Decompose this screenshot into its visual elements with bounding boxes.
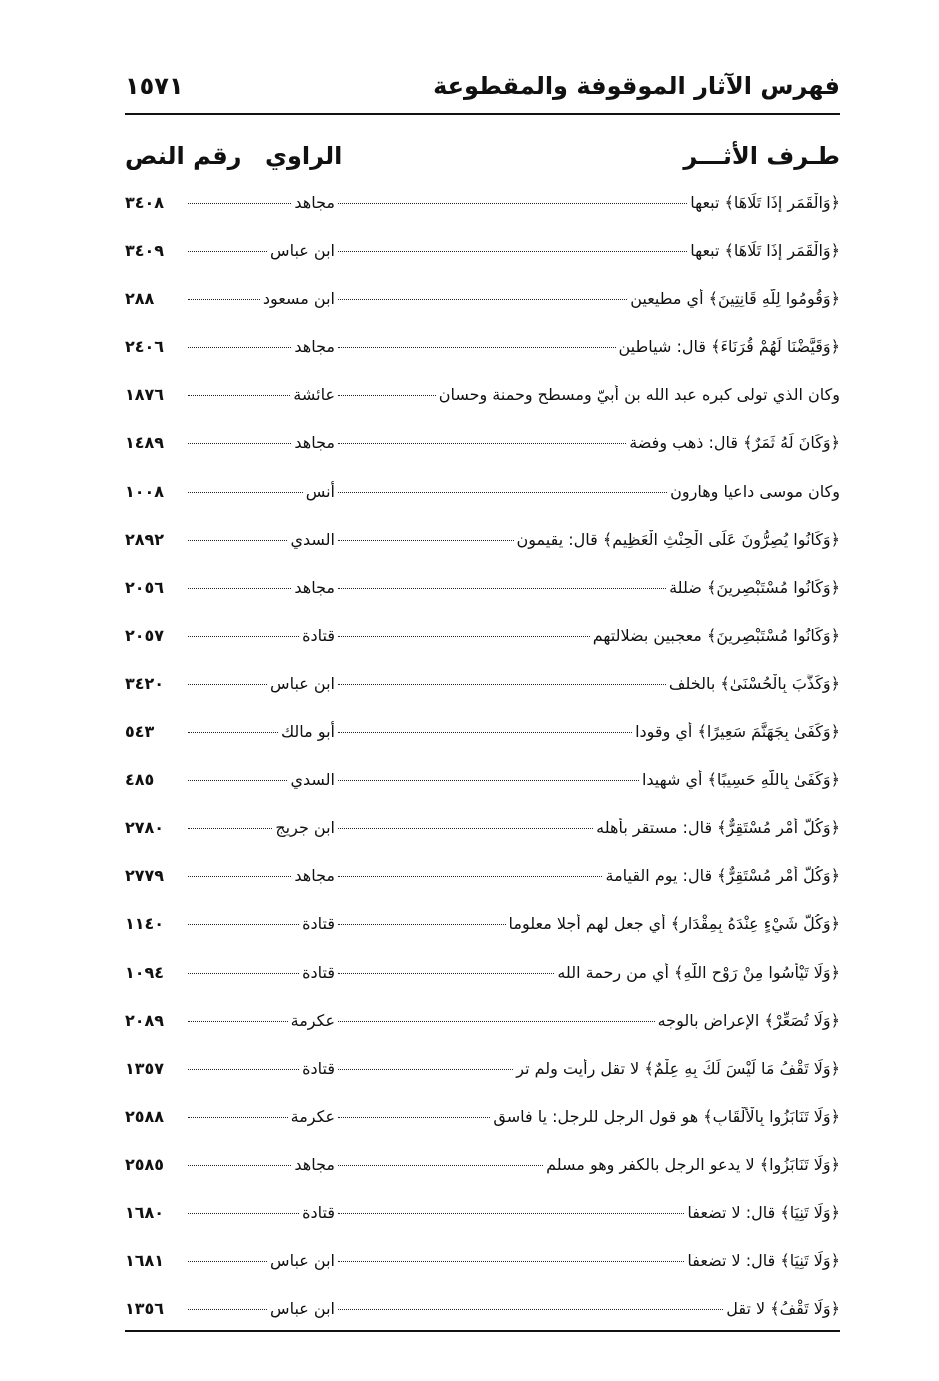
narrator-cell — [185, 1299, 335, 1318]
dot-leader — [338, 875, 602, 877]
narrator-cell — [185, 626, 335, 645]
athar-text: ﴿وَالْقَمَرِ إِذَا تَلَاهَا﴾ تبعها — [690, 241, 840, 261]
index-entry — [125, 906, 840, 954]
dot-leader — [188, 539, 287, 541]
narrator-cell — [185, 337, 335, 356]
index-entry — [125, 618, 840, 666]
athar-text: ﴿وَقَيَّضْنَا لَهُمْ قُرَنَاءَ﴾ قال: شياطين — [618, 337, 840, 357]
index-entry — [125, 281, 840, 329]
athar-cell — [335, 289, 840, 308]
text-number: ٢٥٨٥ — [125, 1154, 165, 1174]
dot-leader — [188, 346, 291, 348]
index-entry — [125, 666, 840, 714]
dot-leader — [188, 1020, 288, 1022]
dot-leader — [188, 1116, 288, 1118]
athar-cell — [335, 530, 840, 549]
narrator-name: مجاهد — [294, 866, 335, 886]
narrator-name: ابن عباس — [270, 1251, 335, 1271]
text-number: ٢٨٩٢ — [125, 529, 165, 549]
narrator-cell — [185, 674, 335, 693]
dot-leader — [188, 1164, 291, 1166]
athar-cell — [335, 626, 840, 645]
dot-leader — [188, 731, 278, 733]
athar-text: ﴿وَلَا تَيْأَسُوا مِنْ رَوْحِ اللَّهِ﴾ أي من رحمة الله — [557, 962, 840, 982]
athar-cell — [335, 963, 840, 982]
text-number: ٤٨٥ — [125, 770, 155, 790]
athar-text: وكان موسى داعيا وهارون — [670, 481, 840, 501]
dot-leader — [338, 1212, 684, 1214]
dot-leader — [188, 250, 267, 252]
narrator-name: قتادة — [302, 962, 335, 982]
athar-cell — [335, 866, 840, 885]
text-number: ١٣٥٦ — [125, 1299, 165, 1319]
text-number: ١٨٧٦ — [125, 385, 165, 405]
dot-leader — [338, 442, 626, 444]
narrator-cell — [185, 482, 335, 501]
narrator-cell — [185, 1107, 335, 1126]
index-entry — [125, 810, 840, 858]
narrator-column-heading: الراوي — [265, 142, 343, 170]
narrator-name: السدي — [290, 770, 335, 790]
athar-cell — [335, 578, 840, 597]
text-number: ٢٤٠٦ — [125, 337, 165, 357]
athar-text: ﴿وَكُلُّ شَيْءٍ عِنْدَهُ بِمِقْدَارٍ﴾ أي جعل لهم أجلا معلوما — [508, 914, 840, 934]
narrator-name: ابن عباس — [270, 673, 335, 693]
text-number: ١٦٨٠ — [125, 1202, 165, 1222]
athar-cell — [335, 722, 840, 741]
narrator-cell — [185, 914, 335, 933]
footer-divider — [125, 1330, 840, 1332]
index-entry — [125, 474, 840, 522]
text-number: ٢٥٨٨ — [125, 1106, 165, 1126]
narrator-name: قتادة — [302, 1058, 335, 1078]
athar-text: ﴿وَكَذَّبَ بِالْحُسْنَىٰ﴾ بالخلف — [668, 673, 840, 693]
dot-leader — [338, 1020, 655, 1022]
narrator-cell — [185, 1251, 335, 1270]
athar-text: ﴿وَلَا تَقْفُ مَا لَيْسَ لَكَ بِهِ عِلْمٌ﴾ لا تقل رأيت ولم تر — [516, 1058, 840, 1078]
athar-cell — [335, 818, 840, 837]
dot-leader — [338, 827, 593, 829]
narrator-cell — [185, 963, 335, 982]
dot-leader — [338, 250, 687, 252]
index-entry — [125, 1099, 840, 1147]
athar-text: ﴿وَقُومُوا لِلَّهِ قَانِتِينَ﴾ أي مطيعين — [630, 289, 840, 309]
index-entries — [125, 185, 840, 1339]
running-header — [125, 72, 840, 112]
index-entry — [125, 1003, 840, 1051]
athar-cell — [335, 770, 840, 789]
dot-leader — [338, 539, 514, 541]
athar-cell — [335, 337, 840, 356]
athar-cell — [335, 914, 840, 933]
narrator-name: ابن جريج — [275, 818, 335, 838]
narrator-name: مجاهد — [294, 577, 335, 597]
athar-cell — [335, 1011, 840, 1030]
dot-leader — [188, 202, 291, 204]
athar-cell — [335, 1251, 840, 1270]
index-entry — [125, 425, 840, 473]
narrator-name: مجاهد — [294, 1154, 335, 1174]
athar-cell — [335, 1299, 840, 1318]
index-entry — [125, 1243, 840, 1291]
narrator-cell — [185, 193, 335, 212]
narrator-cell — [185, 578, 335, 597]
text-number: ٢٠٥٧ — [125, 625, 165, 645]
text-number: ١٣٥٧ — [125, 1058, 165, 1078]
dot-leader — [188, 1212, 299, 1214]
athar-text: ﴿وَكَفَىٰ بِاللَّهِ حَسِيبًا﴾ أي شهيدا — [641, 770, 840, 790]
index-entry — [125, 522, 840, 570]
athar-cell — [335, 1107, 840, 1126]
dot-leader — [338, 394, 436, 396]
narrator-name: عكرمة — [290, 1106, 335, 1126]
dot-leader — [188, 442, 291, 444]
index-entry — [125, 955, 840, 1003]
narrator-name: أبو مالك — [280, 722, 335, 742]
page-number: ١٥٧١ — [125, 72, 184, 100]
dot-leader — [188, 491, 303, 493]
athar-text: ﴿وَكَانَ لَهُ ثَمَرٌ﴾ قال: ذهب وفضة — [629, 433, 840, 453]
athar-cell — [335, 482, 840, 501]
dot-leader — [338, 1068, 513, 1070]
text-number: ١٠٠٨ — [125, 481, 165, 501]
athar-cell — [335, 241, 840, 260]
dot-leader — [188, 683, 267, 685]
index-entry — [125, 329, 840, 377]
narrator-name: أنس — [305, 481, 335, 501]
index-entry — [125, 762, 840, 810]
narrator-cell — [185, 1203, 335, 1222]
narrator-cell — [185, 289, 335, 308]
narrator-name: قتادة — [302, 625, 335, 645]
text-number: ٢٠٥٦ — [125, 577, 165, 597]
dot-leader — [338, 346, 616, 348]
text-number: ١٤٨٩ — [125, 433, 165, 453]
athar-cell — [335, 433, 840, 452]
athar-text: ﴿وَكُلُّ أَمْرٍ مُسْتَقِرٌّ﴾ قال: مستقر بأهله — [596, 818, 840, 838]
athar-text: ﴿وَلَا تَنَابَزُوا بِالْأَلْقَابِ﴾ هو قول الرجل للرجل: يا فاسق — [493, 1106, 840, 1126]
narrator-cell — [185, 818, 335, 837]
dot-leader — [338, 683, 666, 685]
text-number: ٣٤٢٠ — [125, 673, 165, 693]
index-entry — [125, 1291, 840, 1339]
index-entry — [125, 1147, 840, 1195]
narrator-cell — [185, 1011, 335, 1030]
athar-text: ﴿وَالْقَمَرِ إِذَا تَلَاهَا﴾ تبعها — [690, 193, 840, 212]
dot-leader — [188, 298, 260, 300]
text-number: ٣٤٠٩ — [125, 241, 165, 261]
index-entry — [125, 377, 840, 425]
dot-leader — [188, 1260, 267, 1262]
athar-column-heading: طـرف الأثـــر — [683, 142, 840, 170]
dot-leader — [188, 972, 299, 974]
dot-leader — [338, 587, 666, 589]
text-number-column-heading: رقم النص — [125, 142, 242, 170]
athar-text: ﴿وَكَفَىٰ بِجَهَنَّمَ سَعِيرًا﴾ أي وقودا — [635, 722, 840, 742]
narrator-cell — [185, 241, 335, 260]
text-number: ١١٤٠ — [125, 914, 165, 934]
dot-leader — [188, 635, 299, 637]
athar-cell — [335, 1155, 840, 1174]
header-divider — [125, 113, 840, 115]
text-number: ١٦٨١ — [125, 1251, 165, 1271]
narrator-cell — [185, 1059, 335, 1078]
narrator-cell — [185, 385, 335, 404]
dot-leader — [338, 731, 632, 733]
athar-text: ﴿وَلَا تَنَابَزُوا﴾ لا يدعو الرجل بالكفر وهو مسلم — [546, 1154, 840, 1174]
dot-leader — [188, 923, 299, 925]
column-headings — [125, 142, 840, 182]
text-number: ٥٤٣ — [125, 722, 155, 742]
index-entry — [125, 714, 840, 762]
athar-text: ﴿وَلَا تَنِيَا﴾ قال: لا تضعفا — [687, 1251, 840, 1271]
dot-leader — [338, 635, 590, 637]
dot-leader — [338, 1164, 543, 1166]
athar-text: وكان الذي تولى كبره عبد الله بن أبيّ ومسطح وحمنة وحسان — [438, 385, 840, 405]
dot-leader — [188, 779, 287, 781]
narrator-name: عكرمة — [290, 1010, 335, 1030]
athar-cell — [335, 1059, 840, 1078]
dot-leader — [338, 1260, 684, 1262]
narrator-name: ابن عباس — [270, 241, 335, 261]
dot-leader — [338, 1116, 490, 1118]
dot-leader — [188, 827, 272, 829]
dot-leader — [338, 779, 639, 781]
text-number: ٢٨٨ — [125, 289, 155, 309]
narrator-cell — [185, 433, 335, 452]
narrator-name: قتادة — [302, 914, 335, 934]
narrator-name: مجاهد — [294, 193, 335, 212]
dot-leader — [338, 972, 554, 974]
text-number: ٢٧٧٩ — [125, 866, 165, 886]
dot-leader — [188, 875, 291, 877]
narrator-name: قتادة — [302, 1202, 335, 1222]
narrator-name: مجاهد — [294, 433, 335, 453]
athar-text: ﴿وَكَانُوا يُصِرُّونَ عَلَى الْحِنْثِ الْعَظِيمِ﴾ قال: يقيمون — [516, 529, 840, 549]
index-entry — [125, 570, 840, 618]
narrator-cell — [185, 770, 335, 789]
athar-text: ﴿وَكُلُّ أَمْرٍ مُسْتَقِرٌّ﴾ قال: يوم القيامة — [605, 866, 840, 886]
text-number: ٢٠٨٩ — [125, 1010, 165, 1030]
narrator-name: ابن عباس — [270, 1299, 335, 1319]
dot-leader — [338, 202, 687, 204]
index-entry — [125, 185, 840, 233]
dot-leader — [338, 923, 506, 925]
narrator-name: عائشة — [293, 385, 335, 405]
athar-text: ﴿وَلَا تَنِيَا﴾ قال: لا تضعفا — [687, 1202, 840, 1222]
athar-cell — [335, 1203, 840, 1222]
narrator-cell — [185, 866, 335, 885]
athar-text: ﴿وَلَا تَقْفُ﴾ لا تقل — [726, 1299, 840, 1319]
text-number: ١٠٩٤ — [125, 962, 165, 982]
dot-leader — [188, 1308, 267, 1310]
narrator-cell — [185, 722, 335, 741]
index-entry — [125, 233, 840, 281]
athar-text: ﴿وَكَانُوا مُسْتَبْصِرِينَ﴾ ضللة — [669, 577, 840, 597]
narrator-cell — [185, 530, 335, 549]
athar-cell — [335, 674, 840, 693]
dot-leader — [188, 394, 290, 396]
text-number: ٢٧٨٠ — [125, 818, 165, 838]
index-entry — [125, 1195, 840, 1243]
running-title: فهرس الآثار الموقوفة والمقطوعة — [433, 72, 840, 100]
narrator-cell — [185, 1155, 335, 1174]
dot-leader — [188, 1068, 299, 1070]
narrator-name: مجاهد — [294, 337, 335, 357]
dot-leader — [188, 587, 291, 589]
narrator-name: ابن مسعود — [262, 289, 335, 309]
athar-text: ﴿وَكَانُوا مُسْتَبْصِرِينَ﴾ معجبين بضلالتهم — [592, 625, 840, 645]
dot-leader — [338, 1308, 723, 1310]
dot-leader — [338, 491, 667, 493]
athar-cell — [335, 193, 840, 212]
text-number: ٣٤٠٨ — [125, 193, 165, 212]
index-entry — [125, 858, 840, 906]
dot-leader — [338, 298, 627, 300]
narrator-name: السدي — [290, 529, 335, 549]
athar-text: ﴿وَلَا تُصَعِّرْ﴾ الإعراض بالوجه — [657, 1010, 840, 1030]
athar-cell — [335, 385, 840, 404]
index-entry — [125, 1051, 840, 1099]
